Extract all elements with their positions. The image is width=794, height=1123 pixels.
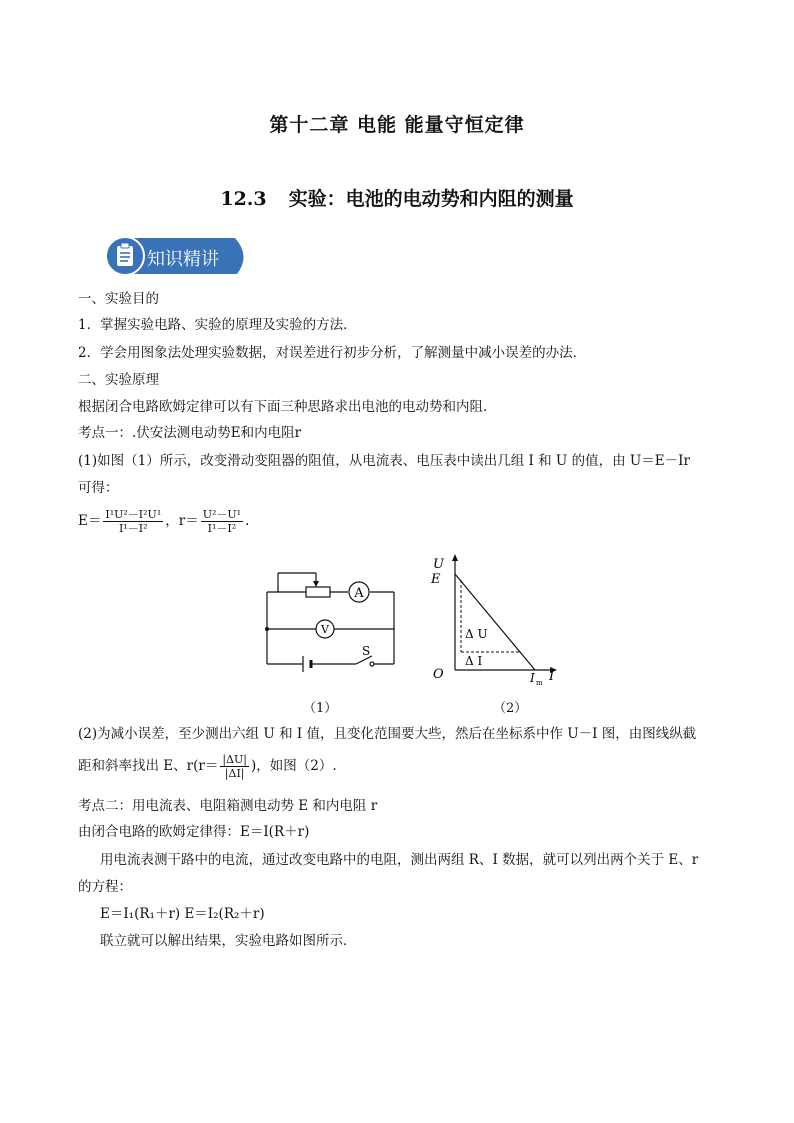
paragraph: 联立就可以解出结果，实验电路如图所示．	[100, 933, 357, 949]
banner-label: 知识精讲	[147, 249, 219, 270]
delta-u-label: Δ U	[465, 627, 488, 641]
origin-label: O	[433, 667, 444, 682]
section-title	[0, 184, 794, 211]
e-intercept-label: E	[431, 572, 441, 587]
clipboard-icon	[117, 243, 133, 266]
figure-2-caption: （2）	[493, 701, 528, 716]
formula-e-r: E＝ $\frac{\text{I¹U²－I²U¹}}{\text{I¹－I²}}$ ，r＝ $\frac{\text{U²－U¹}}{\text{I¹－I²}}$ .	[78, 508, 250, 535]
section-heading: 实验：电池的电动势和内阻的测量	[288, 188, 574, 210]
chapter-title: 第十二章 电能 能量守恒定律	[269, 114, 525, 136]
fraction: $\frac{|\Delta U|}{|\Delta I|}$	[222, 753, 247, 780]
delta-i-label: Δ I	[465, 654, 483, 668]
paragraph: 由闭合电路的欧姆定律得：E＝I(R＋r)	[78, 824, 310, 840]
im-subscript: m	[536, 679, 543, 687]
section-number: 12.3	[220, 188, 267, 210]
key-point-1: 考点一：.伏安法测电动势E和内电阻r	[78, 425, 302, 441]
ammeter-label: A	[354, 586, 364, 601]
paragraph: 根据闭合电路欧姆定律可以有下面三种思路求出电池的电动势和内阻．	[78, 399, 497, 415]
circuit-diagram-1	[260, 565, 400, 680]
voltmeter-label: V	[321, 623, 329, 636]
switch-label: S	[362, 644, 371, 658]
paragraph: 距和斜率找出 E、r(r＝ $\frac{|\Delta U|}{|\Delta I|}$ )，如图（2）.	[78, 753, 337, 780]
paragraph: 用电流表测干路中的电流，通过改变电路中的电阻，测出两组 R、I 数据，就可以列出两个关于 E、r	[100, 852, 699, 868]
key-point-2: 考点二：用电流表、电阻箱测电动势 E 和内电阻 r	[78, 798, 378, 814]
x-axis-label: I	[549, 669, 555, 684]
heading-principle: 二、实验原理	[78, 372, 159, 388]
im-label: I	[530, 671, 535, 685]
fraction: $\frac{\text{U²－U¹}}{\text{I¹－I²}}$	[202, 508, 242, 535]
paragraph: 可得：	[78, 480, 119, 496]
paragraph: (2)为减小误差，至少测出六组 U 和 I 值，且变化范围要大些，然后在坐标系中作 U－I 图，由图线纵截	[78, 726, 697, 742]
paragraph: 2．学会用图象法处理实验数据，对误差进行初步分析，了解测量中减小误差的办法．	[78, 345, 587, 361]
ui-graph-2	[425, 552, 565, 687]
figure-1-caption: （1）	[303, 701, 338, 716]
equations: E＝I₁(R₁＋r) E＝I₂(R₂＋r)	[100, 906, 265, 922]
fraction: $\frac{\text{I¹U²－I²U¹}}{\text{I¹－I²}}$	[105, 508, 162, 535]
heading-purpose: 一、实验目的	[78, 291, 159, 307]
paragraph: (1)如图（1）所示，改变滑动变阻器的阻值，从电流表、电压表中读出几组 I 和 U 的值，由 U＝E－Ir	[78, 453, 690, 469]
y-axis-label: U	[433, 557, 444, 572]
paragraph: 的方程：	[78, 879, 132, 895]
paragraph: 1．掌握实验电路、实验的原理及实验的方法．	[78, 317, 357, 333]
